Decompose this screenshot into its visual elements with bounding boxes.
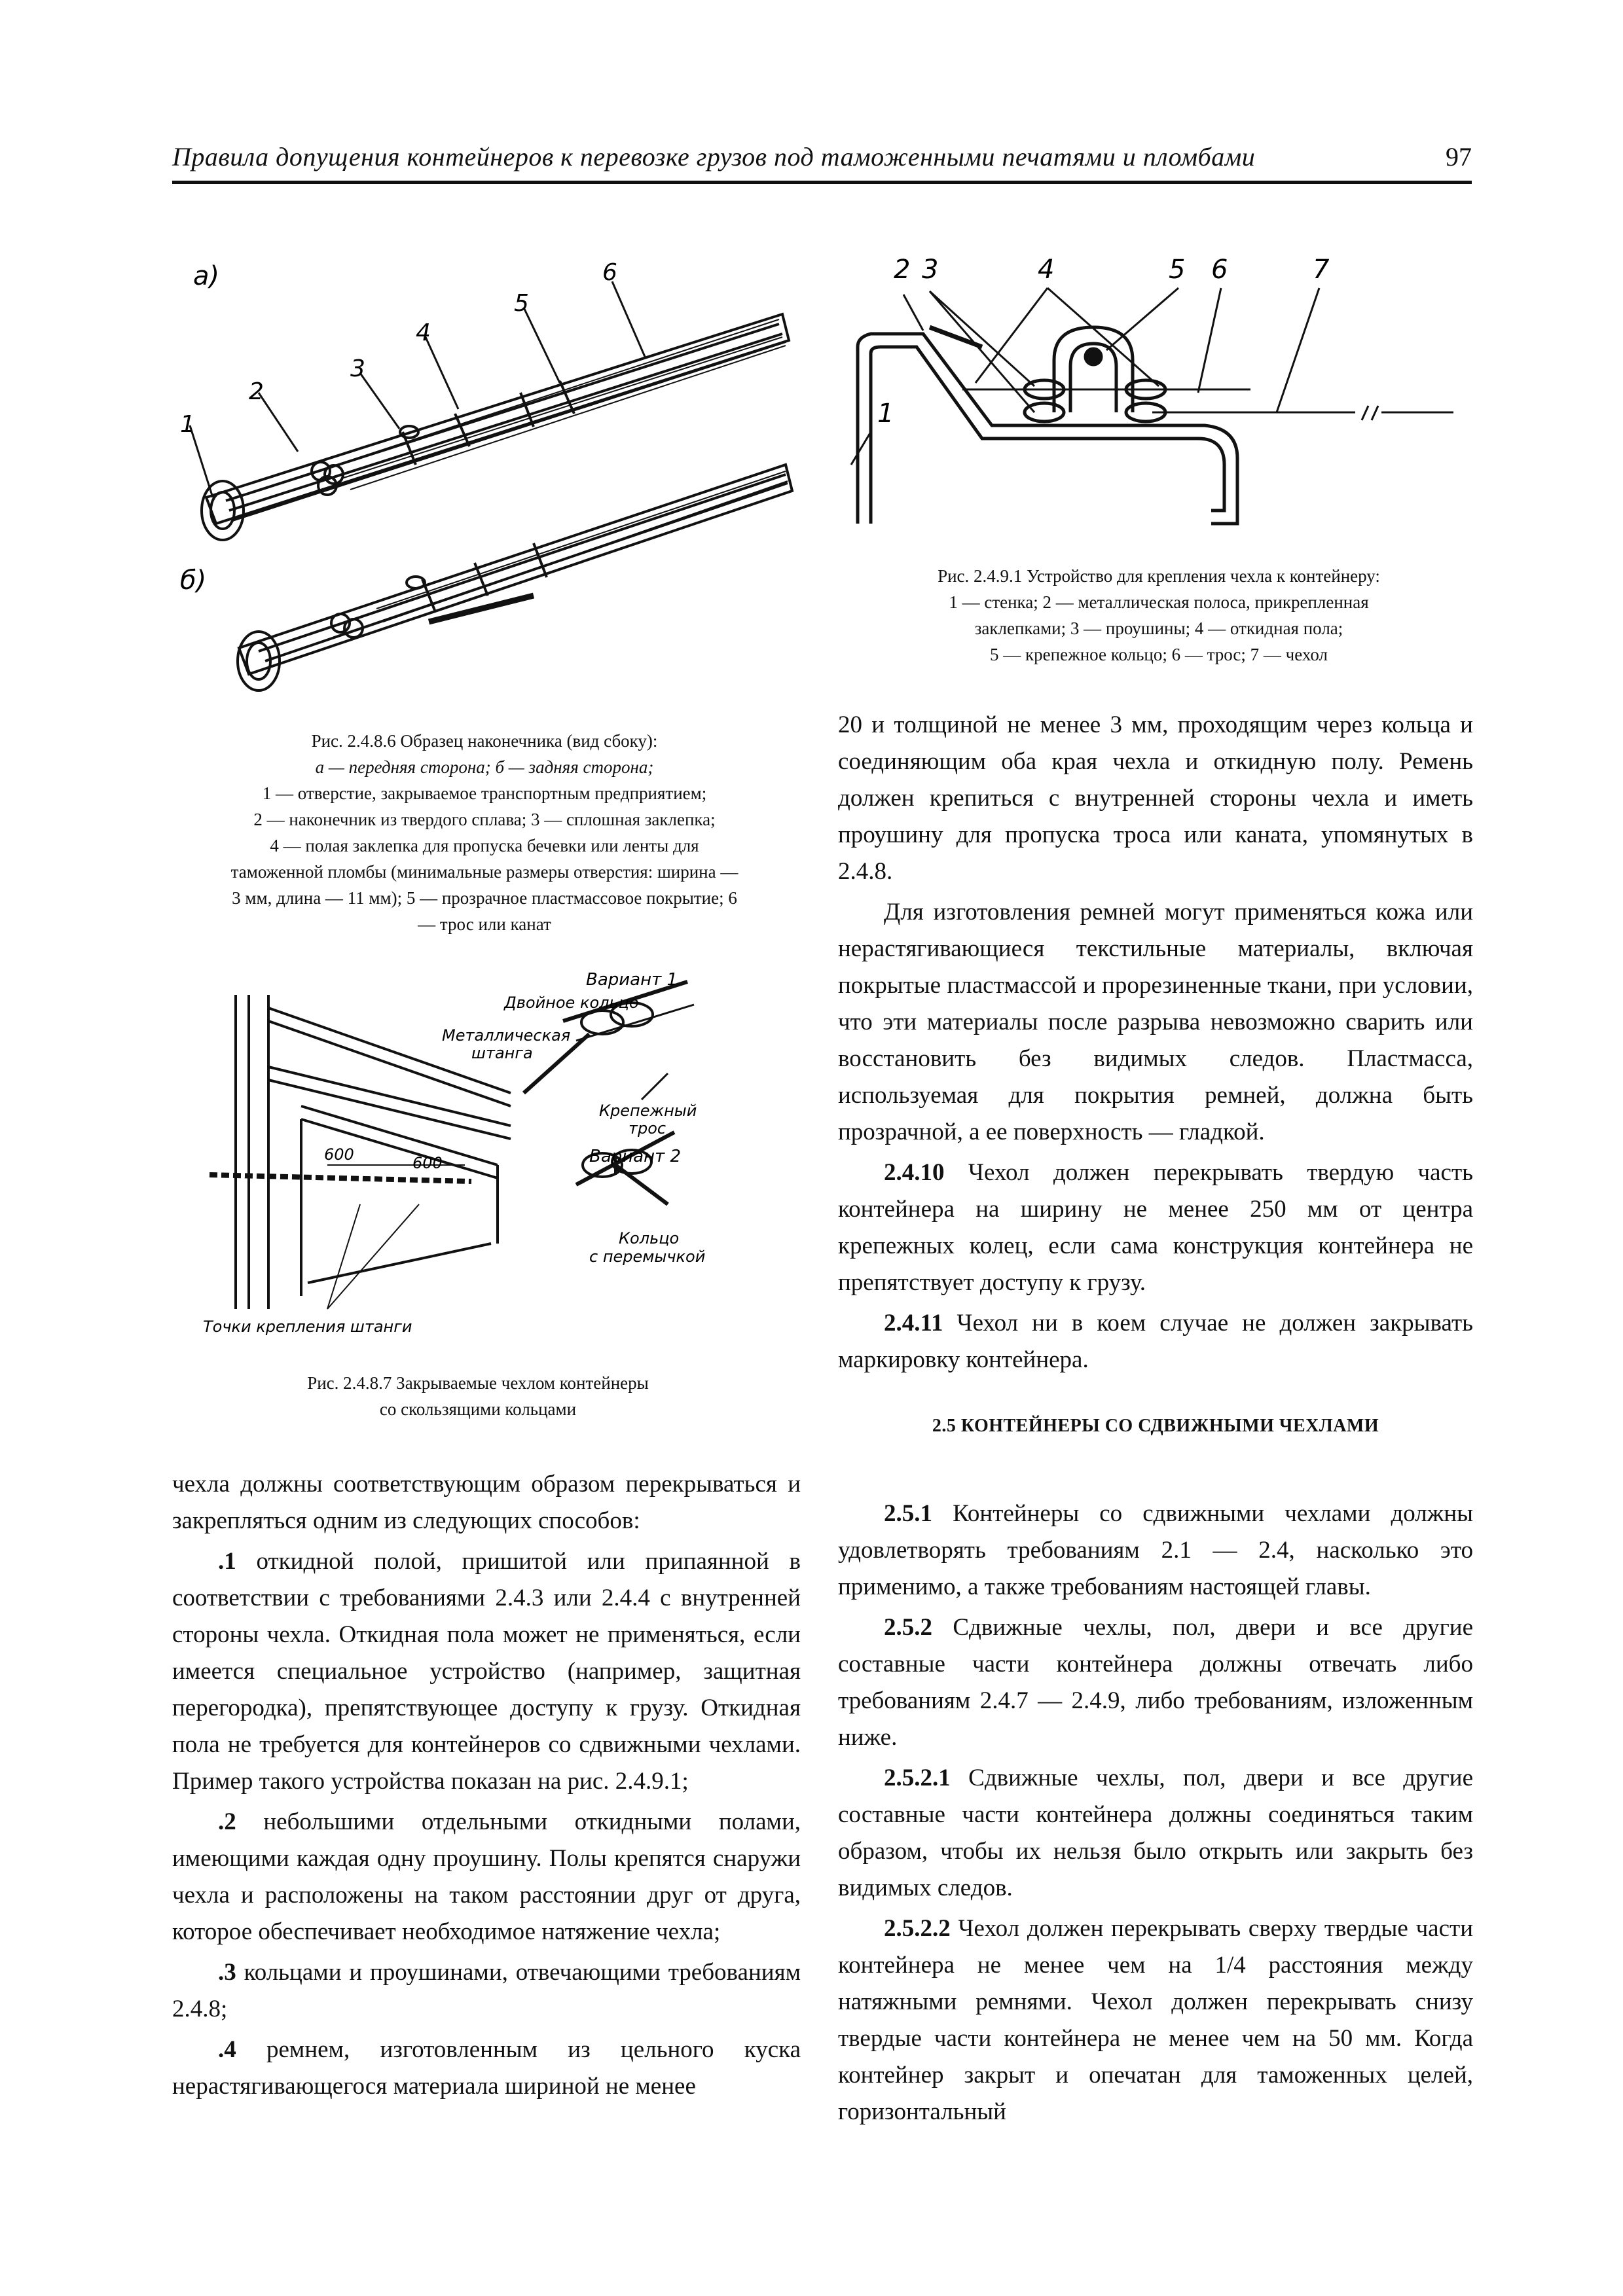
callout-1: 1 bbox=[877, 399, 894, 429]
list-item-4: .4 ремнем, изготовленным из цельного куска нерастягивающегося материала шириной не менее bbox=[172, 2036, 801, 2100]
callout-2: 2 bbox=[249, 378, 264, 405]
label-metal-rod-1: Металлическая bbox=[442, 1026, 571, 1045]
callout-2: 2 bbox=[894, 255, 911, 285]
label-dim-1: 600 bbox=[324, 1145, 354, 1164]
callout-7: 7 bbox=[1313, 255, 1330, 285]
header-title: Правила допущения контейнеров к перевозке грузов под таможенными печатями и пломбами bbox=[172, 142, 1256, 171]
paragraph-2-4-11: 2.4.11 Чехол ни в коем случае не должен закрывать маркировку контейнера. bbox=[838, 1310, 1473, 1373]
running-header bbox=[172, 141, 1472, 184]
paragraph-2-5-2: 2.5.2 Сдвижные чехлы, пол, двери и все другие составные части контейнера должны отвечать либо требованиям 2.4.7 — 2.4.9, либо требованиям, изложенным ниже. bbox=[838, 1614, 1473, 1751]
callout-5: 5 bbox=[514, 290, 529, 317]
paragraph: Для изготовления ремней могут применяться кожа или нерастягивающиеся текстильные материалы, включая покрытые пластмассой и прорезиненные ткани, при условии, что эти материалы после разрыва невозможно сварить или восстановить без видимых следов. Пластмасса, используемая для покрытия ремней, должна быть прозрачной, а ее поверхность — гладкой. bbox=[838, 899, 1473, 1145]
caption-fig-2-4-8-6: Рис. 2.4.8.6 Образец наконечника (вид сбоку): а — передняя сторона; б — задняя сторона; 1 — отверстие, закрываемое транспортным предприятием; 2 — наконечник из твердого сплава; 3 — сплошная заклепка; 4 — полая заклепка для пропуска бечевки или ленты для таможенной пломбы (минимальные размеры отверстия: ширина — 3 мм, длина — 11 мм); 5 — прозрачное пластмассовое покрытие; 6 — трос или канат bbox=[230, 731, 739, 934]
callout-3: 3 bbox=[350, 355, 365, 382]
callout-5: 5 bbox=[1169, 255, 1186, 285]
label-metal-rod-2: штанга bbox=[471, 1044, 533, 1062]
page-number: 97 bbox=[1446, 142, 1472, 171]
label-dim-2: 600 bbox=[412, 1154, 443, 1172]
label-fastening-rope-2: трос bbox=[629, 1119, 666, 1138]
label-variant-1: Вариант 1 bbox=[586, 970, 678, 990]
label-fastening-rope-1: Крепежный bbox=[599, 1102, 697, 1120]
right-column-lower bbox=[838, 1496, 1473, 2134]
paragraph-2-5-2-2: 2.5.2.2 Чехол должен перекрывать сверху твердые части контейнера не менее чем на 1/4 расстояния между натяжными ремнями. Чехол должен перекрывать снизу твердые части контейнера не менее чем на 50 мм. Когда контейнер закрыт и опечатан для таможенных целей, горизонтальный bbox=[838, 1915, 1473, 2125]
label-ring-jumper-2: с перемычкой bbox=[589, 1247, 706, 1266]
callout-3: 3 bbox=[922, 255, 939, 285]
label-a: а) bbox=[193, 261, 220, 291]
callout-4: 4 bbox=[1038, 255, 1055, 285]
caption-fig-2-4-8-7: Рис. 2.4.8.7 Закрываемые чехлом контейнеры со скользящими кольцами bbox=[307, 1373, 649, 1419]
paragraph-2-4-10: 2.4.10 Чехол должен перекрывать твердую часть контейнера на ширину не менее 250 мм от центра крепежных колец, если сама конструкция контейнера не препятствует доступу к грузу. bbox=[838, 1159, 1473, 1296]
figure-2-4-8-6 bbox=[167, 242, 795, 700]
label-ring-jumper-1: Кольцо bbox=[619, 1229, 680, 1247]
list-item-3: .3 кольцами и проушинами, отвечающими требованиям 2.4.8; bbox=[172, 1959, 801, 2022]
figure-2-4-9-1 bbox=[845, 249, 1473, 550]
paragraph-2-5-2-1: 2.5.2.1 Сдвижные чехлы, пол, двери и все другие составные части контейнера должны соединяться таким образом, чтобы их нельзя было открыть или закрыть без видимых следов. bbox=[838, 1765, 1473, 1901]
list-item-1: .1 откидной полой, пришитой или припаянной в соответствии с требованиями 2.4.3 или 2.4.4 с внутренней стороны чехла. Откидная пола может не применяться, если имеется специальное устройство (например, защитная перегородка), препятствующее доступу к грузу. Откидная пола не требуется для контейнеров со сдвижными чехлами. Пример такого устройства показан на рис. 2.4.9.1; bbox=[172, 1548, 801, 1795]
label-variant-2: Вариант 2 bbox=[589, 1147, 682, 1166]
paragraph: чехла должны соответствующим образом перекрываться и закрепляться одним из следующих способов: bbox=[172, 1471, 801, 1534]
left-column bbox=[172, 1466, 801, 2109]
label-double-ring: Двойное кольцо bbox=[504, 994, 639, 1012]
paragraph-2-5-1: 2.5.1 Контейнеры со сдвижными чехлами должны удовлетворять требованиям 2.1 — 2.4, насколько это применимо, а также требованиям настоящей главы. bbox=[838, 1500, 1473, 1600]
label-rod-points: Точки крепления штанги bbox=[203, 1318, 412, 1336]
callout-1: 1 bbox=[180, 411, 195, 438]
figure-2-4-8-7 bbox=[196, 969, 720, 1348]
paragraph: 20 и толщиной не менее 3 мм, проходящим через кольца и соединяющим оба края чехла и откидную полу. Ремень должен крепиться с внутренней стороны чехла и иметь проушину для пропуска троса или каната, упомянутых в 2.4.8. bbox=[838, 711, 1473, 885]
right-column-upper bbox=[838, 707, 1473, 1382]
callout-6: 6 bbox=[602, 259, 617, 286]
section-title: 2.5 КОНТЕЙНЕРЫ СО СДВИЖНЫМИ ЧЕХЛАМИ bbox=[932, 1416, 1379, 1436]
caption-fig-2-4-9-1: Рис. 2.4.9.1 Устройство для крепления чехла к контейнеру: 1 — стенка; 2 — металлическая полоса, прикрепленная заклепками; 3 — проушины; 4 — откидная пола; 5 — крепежное кольцо; 6 — трос; 7 — чехол bbox=[938, 566, 1380, 664]
callout-6: 6 bbox=[1211, 255, 1228, 285]
callout-4: 4 bbox=[416, 319, 431, 346]
label-b: б) bbox=[180, 565, 207, 596]
list-item-2: .2 небольшими отдельными откидными полами, имеющими каждая одну проушину. Полы крепятся снаружи чехла и расположены на таком расстоянии друг от друга, которое обеспечивает необходимое натяжение чехла; bbox=[172, 1808, 801, 1945]
